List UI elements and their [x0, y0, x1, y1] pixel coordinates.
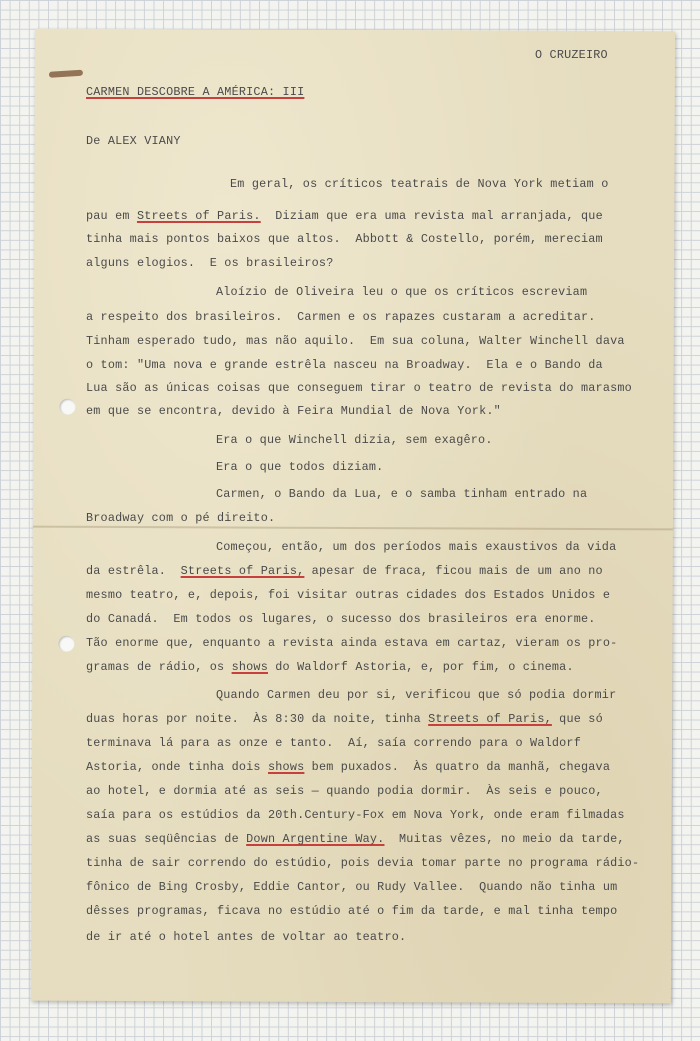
- text-run: tinha de sair correndo do estúdio, pois devia tomar parte no programa rádio-: [86, 856, 640, 870]
- body-line: [86, 404, 501, 418]
- text-run: pau em: [86, 209, 137, 223]
- body-line: [86, 832, 625, 846]
- body-line: [216, 285, 587, 299]
- body-line: [86, 334, 625, 348]
- body-line: [86, 588, 610, 602]
- body-line: [86, 760, 610, 774]
- body-line: [86, 880, 617, 894]
- body-line: [216, 688, 616, 702]
- text-run: gramas de rádio, os: [86, 660, 232, 674]
- text-run: o tom: "Uma nova e grande estrêla nasceu na Broadway. Ela e o Bando da: [86, 358, 603, 372]
- underlined-title: shows: [231, 660, 268, 674]
- text-run: ao hotel, e dormia até as seis — quando podia dormir. Às seis e pouco,: [86, 784, 603, 798]
- text-run: Broadway com o pé direito.: [86, 511, 276, 525]
- body-line: [86, 660, 574, 674]
- text-run: Em geral, os críticos teatrais de Nova York metiam o: [230, 177, 609, 191]
- text-run: as suas seqüências de: [86, 832, 247, 846]
- punch-hole: [58, 636, 74, 652]
- text-run: tinha mais pontos baixos que altos. Abbott & Costello, porém, mereciam: [86, 232, 603, 246]
- text-run: Astoria, onde tinha dois: [86, 760, 268, 774]
- text-run: Tão enorme que, enquanto a revista ainda estava em cartaz, vieram os pro-: [86, 636, 618, 650]
- body-line: [216, 460, 383, 474]
- underlined-title: Streets of Paris,: [428, 712, 552, 726]
- body-line: [86, 310, 596, 324]
- text-run: Começou, então, um dos períodos mais exaustivos da vida: [216, 540, 617, 554]
- underlined-title: shows: [267, 760, 305, 774]
- body-line: [86, 808, 625, 822]
- page-fold-crease: [33, 526, 673, 531]
- text-run: Era o que Winchell dizia, sem exagêro.: [216, 433, 493, 447]
- body-line: [86, 612, 596, 626]
- text-run: Diziam que era uma revista mal arranjada, que: [260, 209, 603, 223]
- body-line: [86, 736, 581, 750]
- text-run: Era o que todos diziam.: [216, 460, 384, 474]
- text-run: bem puxados. Às quatro da manhã, chegava: [304, 760, 611, 774]
- text-run: do Canadá. Em todos os lugares, o sucesso dos brasileiros era enorme.: [86, 612, 596, 626]
- text-run: Muitas vêzes, no meio da tarde,: [384, 832, 625, 846]
- body-line: [86, 930, 406, 944]
- text-run: do Waldorf Astoria, e, por fim, o cinema.: [268, 660, 574, 674]
- text-run: terminava lá para as onze e tanto. Aí, saía correndo para o Waldorf: [86, 736, 581, 750]
- text-run: de ir até o hotel antes de voltar ao teatro.: [86, 930, 407, 944]
- text-run: Lua são as únicas coisas que conseguem tirar o teatro de revista do marasmo: [86, 381, 632, 395]
- text-run: dêsses programas, ficava no estúdio até o fim da tarde, e mal tinha tempo: [86, 904, 618, 918]
- article-title: CARMEN DESCOBRE A AMÉRICA: III: [86, 85, 305, 99]
- underlined-title: Streets of Paris,: [180, 564, 305, 578]
- body-line: [86, 564, 603, 578]
- body-line: [86, 856, 639, 870]
- body-line: [216, 487, 587, 501]
- body-line: [86, 232, 603, 246]
- text-run: em que se encontra, devido à Feira Mundial de Nova York.": [86, 404, 501, 418]
- body-line: [86, 784, 603, 798]
- text-run: Aloízio de Oliveira leu o que os críticos escreviam: [216, 285, 588, 299]
- underlined-title: Streets of Paris.: [136, 209, 261, 223]
- text-run: mesmo teatro, e, depois, foi visitar outras cidades dos Estados Unidos e: [86, 588, 611, 602]
- body-line: [86, 636, 617, 650]
- body-line: [216, 540, 616, 554]
- text-run: Quando Carmen deu por si, verificou que só podia dormir: [216, 688, 617, 702]
- body-line: [86, 358, 603, 372]
- punch-hole: [59, 399, 75, 415]
- body-line: [216, 433, 493, 447]
- text-run: apesar de fraca, ficou mais de um ano no: [304, 564, 603, 578]
- text-run: duas horas por noite. Às 8:30 da noite, tinha: [86, 712, 429, 726]
- text-run: fônico de Bing Crosby, Eddie Cantor, ou Rudy Vallee. Quando não tinha um: [86, 880, 618, 894]
- text-run: alguns elogios. E os brasileiros?: [86, 256, 334, 270]
- body-line: [86, 904, 617, 918]
- body-line: [86, 256, 334, 270]
- body-line: [86, 511, 275, 525]
- ink-smudge: [49, 70, 83, 78]
- body-line: [86, 712, 603, 726]
- byline: De ALEX VIANY: [86, 134, 181, 148]
- body-line: [230, 177, 609, 191]
- underlined-title: Down Argentine Way.: [246, 832, 385, 846]
- publication-header: O CRUZEIRO: [535, 48, 608, 62]
- text-run: a respeito dos brasileiros. Carmen e os rapazes custaram a acreditar.: [86, 310, 596, 324]
- text-run: da estrêla.: [86, 564, 181, 578]
- text-run: saía para os estúdios da 20th.Century-Fox em Nova York, onde eram filmadas: [86, 808, 625, 822]
- body-line: [86, 209, 603, 223]
- text-run: que só: [551, 712, 603, 726]
- text-run: Carmen, o Bando da Lua, e o samba tinham entrado na: [216, 487, 588, 501]
- text-run: Tinham esperado tudo, mas não aquilo. Em sua coluna, Walter Winchell dava: [86, 334, 625, 348]
- body-line: [86, 381, 632, 395]
